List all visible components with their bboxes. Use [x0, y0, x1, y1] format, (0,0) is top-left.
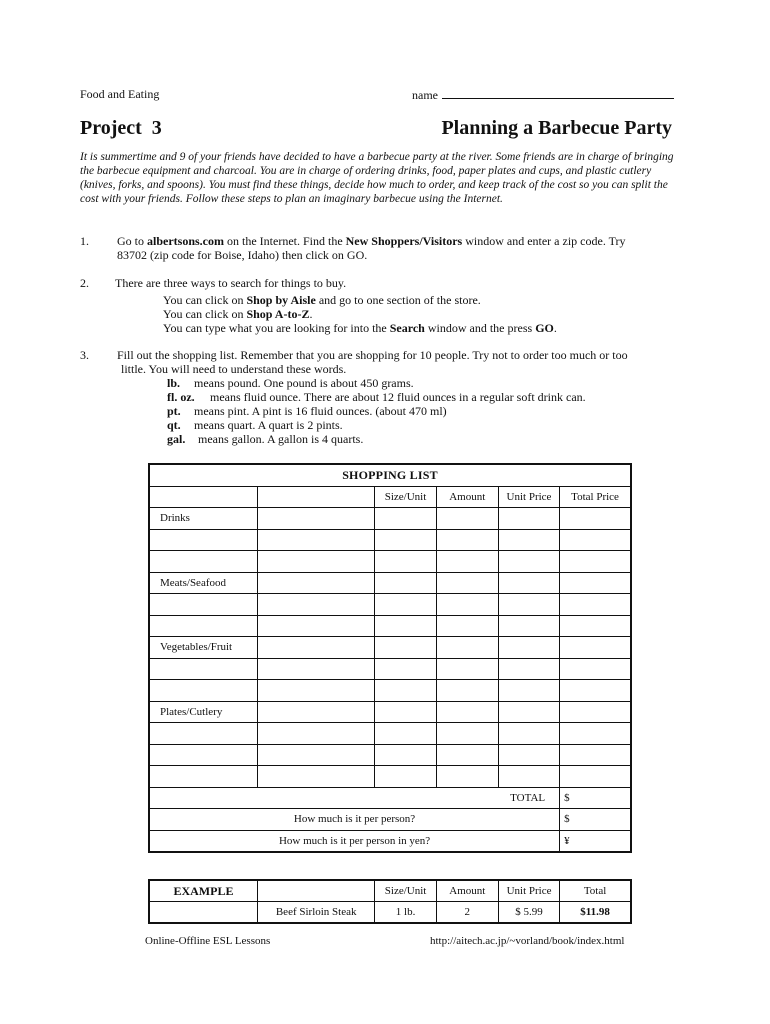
def-lb: lb. means pound. One pound is about 450 grams.	[167, 376, 414, 390]
def-fl-oz: fl. oz. means fluid ounce. There are about 12 fluid ounces in a regular soft drink can.	[167, 390, 586, 404]
course-label: Food and Eating	[80, 87, 160, 101]
project-number: Project 3	[80, 117, 162, 139]
table-row	[149, 766, 631, 788]
total-row	[149, 787, 631, 809]
total-value[interactable]: $	[560, 787, 631, 809]
step-1-number: 1.	[80, 234, 89, 248]
step-3-line-2: little. You will need to understand these words.	[121, 362, 347, 376]
per-person-yen-row	[149, 830, 631, 852]
example-amount: 2	[436, 902, 498, 924]
example-col-size: Size/Unit	[375, 880, 436, 902]
step-3-text: Fill out the shopping list. Remember that you are shopping for 10 people. Try not to order too much or too	[117, 348, 628, 362]
table-row	[149, 594, 631, 616]
def-pt: pt. means pint. A pint is 16 fluid ounces. (about 470 ml)	[167, 404, 447, 418]
example-unit-price: $ 5.99	[498, 902, 559, 924]
example-item: Beef Sirloin Steak	[257, 902, 374, 924]
footer-url[interactable]: http://aitech.ac.jp/~vorland/book/index.html	[430, 935, 625, 947]
option-shop-by-aisle: You can click on Shop by Aisle and go to one section of the store.	[163, 293, 481, 307]
per-person-value[interactable]: $	[560, 809, 631, 831]
option-search: You can type what you are looking for into the Search window and the press GO.	[163, 321, 557, 335]
table-row	[149, 723, 631, 745]
category-vegetables: Vegetables/Fruit	[149, 637, 257, 659]
name-field	[412, 87, 674, 103]
category-meats: Meats/Seafood	[149, 572, 257, 594]
step-2-text: There are three ways to search for things to buy.	[115, 276, 347, 290]
per-person-yen-label: How much is it per person in yen?	[149, 830, 560, 852]
site-name: albertsons.com	[147, 234, 224, 248]
def-gal: gal. means gallon. A gallon is 4 quarts.	[167, 432, 364, 446]
name-blank-line[interactable]	[442, 87, 674, 99]
per-person-yen-value[interactable]: ¥	[560, 830, 631, 852]
example-header-row	[149, 880, 631, 902]
table-row	[149, 551, 631, 573]
table-row	[149, 680, 631, 702]
table-row	[149, 637, 631, 659]
col-total-price: Total Price	[560, 486, 631, 508]
table-row	[149, 615, 631, 637]
example-col-unit-price: Unit Price	[498, 880, 559, 902]
example-col-total: Total	[560, 880, 631, 902]
per-person-label: How much is it per person?	[149, 809, 560, 831]
example-table	[148, 879, 632, 924]
page-title: Planning a Barbecue Party	[441, 117, 672, 139]
per-person-row	[149, 809, 631, 831]
table-row	[149, 508, 631, 530]
shopping-list-title: SHOPPING LIST	[149, 464, 631, 486]
step-3-number: 3.	[80, 348, 89, 362]
example-row	[149, 902, 631, 924]
window-name: New Shoppers/Visitors	[345, 234, 463, 248]
step-1-text: Go to albertsons.com on the Internet. Find the New Shoppers/Visitors window and enter a zip code. Try	[117, 234, 626, 248]
table-row	[149, 744, 631, 766]
example-label: EXAMPLE	[149, 880, 257, 902]
total-label: TOTAL	[149, 787, 560, 809]
name-label: name	[412, 88, 438, 102]
shopping-list-table	[148, 463, 632, 853]
step-2-number: 2.	[80, 276, 89, 290]
example-size: 1 lb.	[375, 902, 436, 924]
category-drinks: Drinks	[149, 508, 257, 530]
table-row	[149, 658, 631, 680]
example-total: $11.98	[560, 902, 631, 924]
col-size-unit: Size/Unit	[375, 486, 436, 508]
example-col-amount: Amount	[436, 880, 498, 902]
def-qt: qt. means quart. A quart is 2 pints.	[167, 418, 343, 432]
step-1-line-2: 83702 (zip code for Boise, Idaho) then click on GO.	[117, 248, 368, 262]
table-header-row	[149, 486, 631, 508]
col-unit-price: Unit Price	[498, 486, 559, 508]
category-plates: Plates/Cutlery	[149, 701, 257, 723]
intro-paragraph: It is summertime and 9 of your friends have decided to have a barbecue party at the river. Some friends are in charge of bringing the barbecue equipment and charcoal. You are in charge of ordering drinks, food, paper plates and cups, and plastic cutlery (knives, forks, and spoons). You must find these things, decide how much to order, and keep track of the cost so you can split the cost with your friends. Follow these steps to plan an imaginary barbecue using the Internet.	[80, 151, 674, 205]
table-row	[149, 572, 631, 594]
col-amount: Amount	[436, 486, 498, 508]
table-row	[149, 529, 631, 551]
footer-source: Online-Offline ESL Lessons	[145, 935, 271, 947]
table-row	[149, 701, 631, 723]
option-shop-a-to-z: You can click on Shop A-to-Z.	[163, 307, 313, 321]
